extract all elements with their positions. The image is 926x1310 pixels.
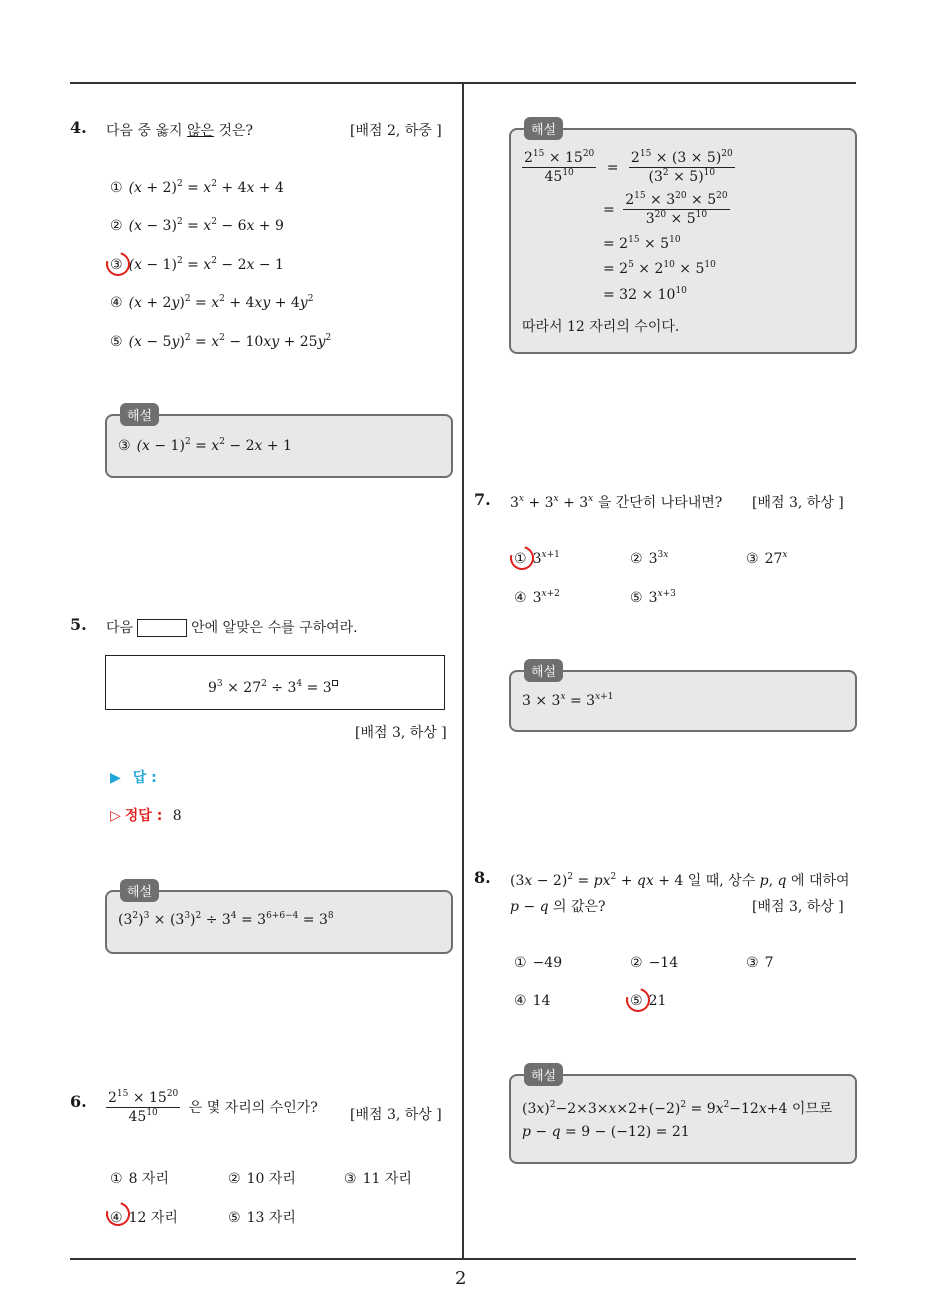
q8-choice-3[interactable]: ③ 7	[746, 955, 774, 971]
q5-text	[106, 617, 358, 637]
q5-correct-row	[110, 805, 182, 825]
choice-number: ②	[110, 218, 123, 234]
q4-text	[106, 120, 253, 140]
q6-explanation-line-4: = $2^5 \times 2^{10} \times 5^{10}$	[603, 260, 716, 277]
q4-explanation-tag: 해설	[120, 403, 159, 426]
q6-choice-2[interactable]: ② 10 자리	[228, 1171, 296, 1187]
choice-number: ①	[110, 180, 123, 196]
q4-text-pre: 다음 중 옳지	[106, 123, 187, 139]
q7-choice-3[interactable]: ③ 27$^x$	[746, 550, 788, 567]
answer-arrow-icon: ▶	[110, 770, 121, 786]
q8-explanation-suffix: 이므로	[791, 1101, 833, 1117]
q8-text-line-2: p − q 의 값은?	[510, 899, 606, 915]
q6-number: 6.	[70, 1092, 87, 1111]
q8-explanation-line-1: $(3x)^2-2\times 3\times x\times 2+(-2)^2 = 9x^2-12x+4$ 이므로	[522, 1100, 833, 1117]
q5-equation: $9^3 \times 27^2 \div 3^4 = 3$	[208, 680, 338, 696]
q4-answer-mark	[102, 248, 135, 281]
q8-choice-1[interactable]: ① −49	[514, 955, 563, 971]
q6-explanation-line-1: $\frac{2^{15} \times 15^{20}}{45^{10}}$ = $\frac{2^{15} \times (3 \times 5)^{20}}{(3^2 \times 5)^{10}}$	[524, 149, 733, 185]
choice-number: ④	[110, 295, 123, 311]
q4-meta: [배점 2, 하중 ]	[350, 123, 442, 139]
q6-meta: [배점 3, 하상 ]	[350, 1107, 442, 1123]
q8-text-line-1: $(3x - 2)^2 = px^2$ + qx + 4 일 때, 상수 p, q 에 대하여	[510, 872, 850, 889]
q5-correct-label: 정답 :	[124, 808, 163, 824]
q5-explanation-text: $(3^2)^3 \times (3^3)^2 \div 3^4 = 3^{6+6-4} = 3^8$	[118, 911, 334, 928]
q4-text-post: 것은?	[214, 123, 254, 139]
q6-choice-5[interactable]: ⑤ 13 자리	[228, 1210, 296, 1226]
q6-choice-3[interactable]: ③ 11 자리	[344, 1171, 412, 1187]
q6-explanation-line-2: = $\frac{2^{15} \times 3^{20} \times 5^{20}}{3^{20} \times 5^{10}}$	[603, 191, 728, 227]
q7-explanation-text: $3 \times 3^x = 3^{x+1}$	[522, 692, 614, 709]
q4-text-underline: 않은	[186, 123, 215, 139]
q6-text-body: 은 몇 자리의 수인가?	[188, 1099, 318, 1116]
q5-correct-value: 8	[172, 808, 182, 824]
q5-answer-row[interactable]	[110, 767, 157, 787]
q8-choice-4[interactable]: ④ 14	[514, 993, 551, 1009]
q8-text-1: 일 때, 상수	[687, 873, 756, 889]
q6-explanation-line-3: = $2^{15} \times 5^{10}$	[603, 235, 681, 252]
q7-explanation-tag: 해설	[524, 659, 563, 682]
q5-blank-box	[137, 619, 187, 637]
choice-number: ③	[110, 257, 123, 273]
page-number: 2	[455, 1268, 467, 1289]
correct-arrow-icon: ▷	[110, 808, 121, 824]
q7-choice-4[interactable]: ④ $3^{x+2}$	[514, 589, 560, 606]
q6-explanation-line-5: = $32 \times 10^{10}$	[603, 286, 687, 303]
q4-explanation-text: ③ $(x - 1)^2 = x^2 - 2x + 1$	[118, 437, 292, 454]
q8-choice-5[interactable]: ⑤ 21	[630, 993, 667, 1009]
q5-text-pre: 다음	[106, 620, 134, 636]
q8-text-3: 의 값은?	[553, 899, 606, 915]
bottom-rule	[70, 1258, 856, 1260]
q7-text: $3^x + 3^x + 3^x$ 을 간단히 나타내면?	[510, 494, 723, 511]
q5-number: 5.	[70, 615, 87, 634]
q8-explanation-tag: 해설	[524, 1063, 563, 1086]
q6-text	[106, 1090, 318, 1125]
q8-answer-mark	[622, 984, 655, 1017]
q6-choice-4[interactable]: ④ 12 자리	[110, 1210, 178, 1226]
q7-choice-1[interactable]: ① $3^{x+1}$	[514, 550, 560, 567]
q6-explanation-conclusion: 따라서 12 자리의 수이다.	[522, 319, 680, 335]
q5-text-post: 안에 알맞은 수를 구하여라.	[191, 620, 358, 636]
q8-meta: [배점 3, 하상 ]	[752, 899, 844, 915]
q8-number: 8.	[474, 868, 491, 887]
q8-explanation-line-2: p − q = 9 − (−12) = 21	[522, 1124, 690, 1140]
q8-explanation-box	[509, 1074, 857, 1164]
q5-explanation-tag: 해설	[120, 879, 159, 902]
q7-choice-5[interactable]: ⑤ $3^{x+3}$	[630, 589, 676, 606]
q4-choice-1[interactable]: ① $(x + 2)^2 = x^2 + 4x + 4$	[110, 179, 284, 196]
q6-choice-1[interactable]: ① 8 자리	[110, 1171, 169, 1187]
q5-meta: [배점 3, 하상 ]	[355, 725, 447, 741]
q8-text-2: 에 대하여	[790, 873, 850, 889]
column-divider	[462, 83, 464, 1260]
q4-choice-5[interactable]: ⑤ $(x - 5y)^2 = x^2 - 10xy + 25y^2$	[110, 333, 332, 350]
q4-choice-4[interactable]: ④ $(x + 2y)^2 = x^2 + 4xy + 4y^2$	[110, 294, 314, 311]
q5-answer-label: 답 :	[132, 770, 157, 786]
q7-number: 7.	[474, 490, 491, 509]
q6-fraction: $\frac{2^{15} \times 15^{20}}{45^{10}}$	[108, 1089, 179, 1125]
q7-answer-mark	[506, 542, 539, 575]
q4-choice-3[interactable]: ③ $(x - 1)^2 = x^2 - 2x - 1$	[110, 256, 284, 273]
q4-choice-2[interactable]: ② $(x - 3)^2 = x^2 - 6x + 9$	[110, 217, 284, 234]
q7-text-body: 을 간단히 나타내면?	[597, 495, 723, 511]
q7-choice-2[interactable]: ② $3^{3x}$	[630, 550, 669, 567]
q8-choice-2[interactable]: ② −14	[630, 955, 679, 971]
q7-meta: [배점 3, 하상 ]	[752, 495, 844, 511]
q6-explanation-tag: 해설	[524, 117, 563, 140]
q4-number: 4.	[70, 118, 87, 137]
choice-number: ⑤	[110, 334, 123, 350]
